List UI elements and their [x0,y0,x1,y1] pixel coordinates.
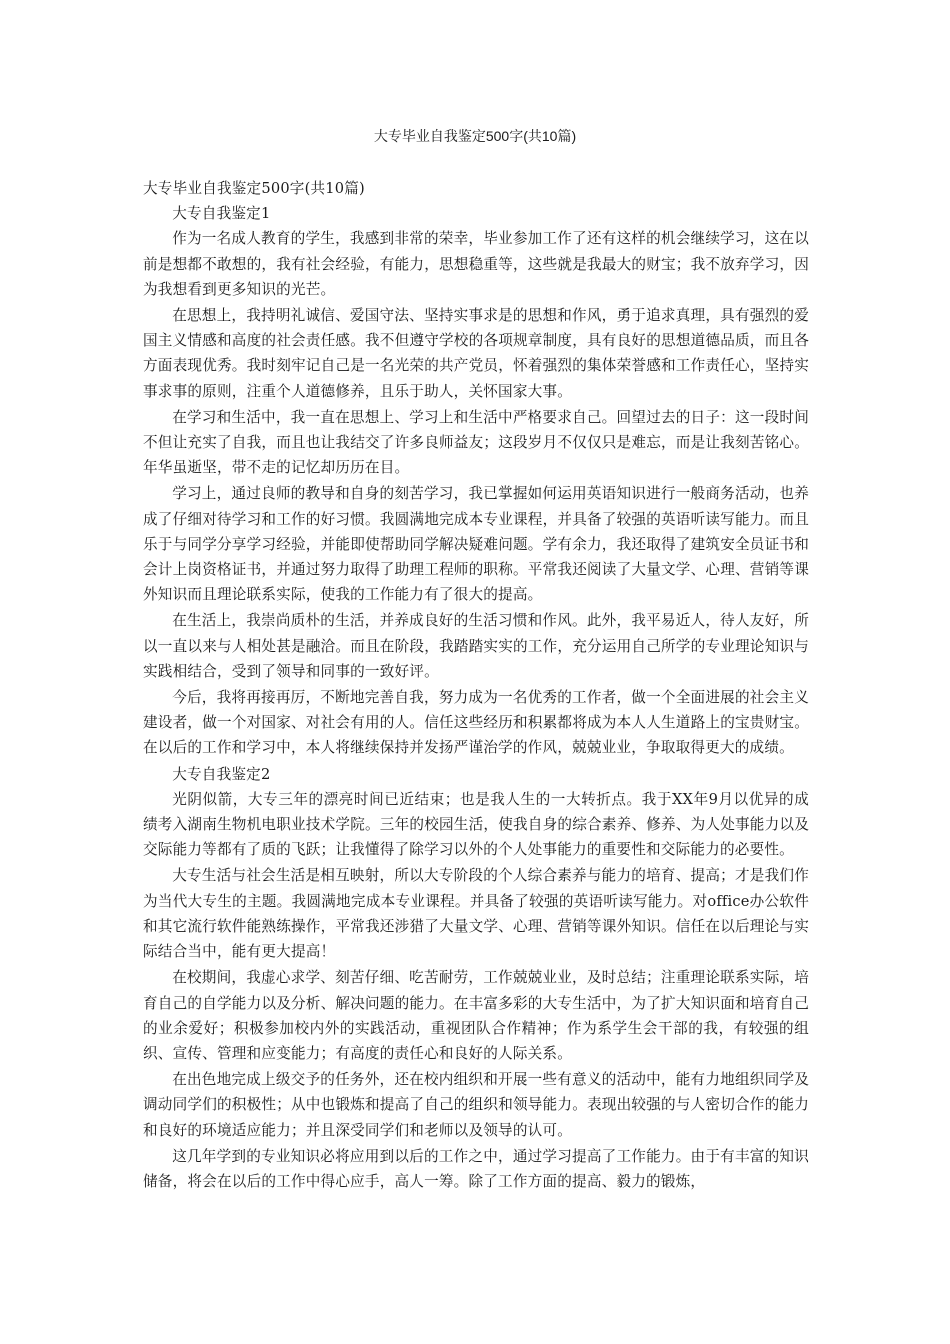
document-title: 大专毕业自我鉴定500字(共10篇) [373,128,577,144]
section-heading-2: 大专自我鉴定2 [172,765,271,783]
document-body [143,176,809,1195]
paragraph: 大专生活与社会生活是相互映射，所以大专阶段的个人综合素养与能力的培育、提高；才是我们作为当代大专生的主题。我圆满地完成本专业课程。并具备了较强的英语听读写能力。对office办公软件和其它流行软件能熟练操作，平常我还涉猎了大量文学、心理、营销等课外知识。信任在以后理论与实际结合当中，能有更大提高！ [143,867,809,961]
paragraph: 今后，我将再接再厉，不断地完善自我，努力成为一名优秀的工作者，做一个全面进展的社会主义建设者，做一个对国家、对社会有用的人。信任这些经历和积累都将成为本人人生道路上的宝贵财宝。在以后的工作和学习中，本人将继续保持并发扬严谨治学的作风，兢兢业业，争取取得更大的成绩。 [143,689,809,757]
document-subtitle: 大专毕业自我鉴定500字(共10篇) [143,180,365,197]
paragraph: 在生活上，我崇尚质朴的生活，并养成良好的生活习惯和作风。此外，我平易近人，待人友好，所以一直以来与人相处甚是融洽。而且在阶段，我踏踏实实的工作，充分运用自己所学的专业理论知识与实践相结合，受到了领导和同事的一致好评。 [143,612,809,680]
paragraph: 在学习和生活中，我一直在思想上、学习上和生活中严格要求自己。回望过去的日子：这一段时间不但让充实了自我，而且也让我结交了许多良师益友；这段岁月不仅仅只是难忘，而是让我刻苦铭心。年华虽逝坚，带不走的记忆却历历在目。 [143,408,809,477]
paragraph: 在出色地完成上级交予的任务外，还在校内组织和开展一些有意义的活动中，能有力地组织同学及调动同学们的积极性；从中也锻炼和提高了自己的组织和领导能力。表现出较强的与人密切合作的能力和良好的环境适应能力；并且深受同学们和老师以及领导的认可。 [143,1071,809,1139]
paragraph: 学习上，通过良师的教导和自身的刻苦学习，我已掌握如何运用英语知识进行一般商务活动，也养成了仔细对待学习和工作的好习惯。我圆满地完成本专业课程，并具备了较强的英语听读写能力。而且乐于与同学分享学习经验，并能即使帮助同学解决疑难问题。学有余力，我还取得了建筑安全员证书和会计上岗资格证书，并通过努力取得了助理工程师的职称。平常我还阅读了大量文学、心理、营销等课外知识而且理论联系实际，使我的工作能力有了很大的提高。 [143,485,809,604]
section-heading-1: 大专自我鉴定1 [172,205,271,223]
paragraph: 光阴似箭，大专三年的漂亮时间已近结束；也是我人生的一大转折点。我于XX年9月以优异的成绩考入湖南生物机电职业技术学院。三年的校园生活，使我自身的综合素养、修养、为人处事能力以及交际能力等都有了质的飞跃；让我懂得了除学习以外的个人处事能力的重要性和交际能力的必要性。 [143,790,809,859]
paragraph: 在校期间，我虚心求学、刻苦仔细、吃苦耐劳，工作兢兢业业，及时总结；注重理论联系实际，培育自己的自学能力以及分析、解决问题的能力。在丰富多彩的大专生活中，为了扩大知识面和培育自己的业余爱好；积极参加校内外的实践活动，重视团队合作精神；作为系学生会干部的我，有较强的组织、宣传、管理和应变能力；有高度的责任心和良好的人际关系。 [143,969,809,1062]
paragraph: 在思想上，我持明礼诚信、爱国守法、坚持实事求是的思想和作风，勇于追求真理，具有强烈的爱国主义情感和高度的社会责任感。我不但遵守学校的各项规章制度，具有良好的思想道德品质，而且各方面表现优秀。我时刻牢记自己是一名光荣的共产党员，怀着强烈的集体荣誉感和工作责任心，坚持实事求事的原则，注重个人道德修养，且乐于助人，关怀国家大事。 [143,307,809,400]
paragraph: 作为一名成人教育的学生，我感到非常的荣幸，毕业参加工作了还有这样的机会继续学习，这在以前是想都不敢想的，我有社会经验，有能力，思想稳重等，这些就是我最大的财宝；我不放弃学习，因为我想看到更多知识的光芒。 [143,230,809,298]
paragraph: 这几年学到的专业知识必将应用到以后的工作之中，通过学习提高了工作能力。由于有丰富的知识储备，将会在以后的工作中得心应手，高人一筹。除了工作方面的提高、毅力的锻炼， [143,1147,809,1190]
